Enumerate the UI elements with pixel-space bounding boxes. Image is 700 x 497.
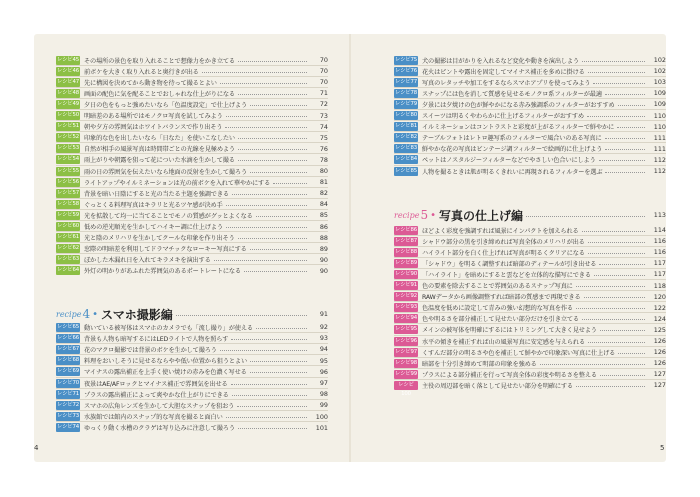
entry-page-number: 110 [653,122,666,131]
entry-title: 写真のレタッチや加工をするならスマホアプリを使ってみよう [422,79,591,87]
entry-title: ほどよく彩度を強調すれば風景にインパクトを加えられる [422,227,579,235]
dot-leader [220,83,307,84]
recipe-tag: レシピ100 [394,381,418,390]
entry-page-number: 101 [315,423,328,432]
entry-title: メインの被写体を明確にするにはトリミングして大きく見せよう [422,327,597,335]
entry-page-number: 81 [319,178,328,187]
section-heading[interactable] [394,205,666,225]
recipe-tag: レシピ82 [395,134,417,141]
dot-leader [237,406,307,407]
entry-page-number: 103 [653,78,666,87]
entry-page-number: 120 [653,292,666,301]
dot-leader [617,127,645,128]
recipe-tag: レシピ66 [57,334,79,341]
entry-title: イルミネーションはコントラストと彩度が上がるフィルターで鮮やかに [422,124,615,132]
entry-title: シャドウ部分の黒を引き締めれば写真全体のメリハリが出る [422,238,585,246]
section-page-number: 113 [653,211,666,219]
entry-page-number: 70 [319,56,328,64]
dot-leader [599,264,645,265]
toc-entry[interactable] [56,265,328,277]
entry-page-number: 114 [653,226,666,234]
entry-title: 雨の日の雰囲気を伝えたいなら地面の反射を生かして撮ろう [84,168,248,176]
recipe-tag: レシピ51 [57,123,79,130]
page-number-right: 5 [660,444,665,452]
entry-title: RAWデータから画像調整すれば暗部の質感まで再現できる [422,294,581,302]
entry-title: 外灯の明かりがあふれた雰囲気のあるポートレートになる [84,268,241,276]
recipe-tag: レシピ76 [395,67,417,74]
entry-title: 花のマクロ撮影では背景のボケを生かして撮ろう [84,346,217,354]
entry-page-number: 116 [653,248,666,257]
section-number: 5 [420,208,429,222]
entry-page-number: 74 [319,122,328,131]
dot-leader [273,183,307,184]
toc-entry[interactable] [394,379,666,397]
recipe-tag: レシピ62 [57,245,79,252]
recipe-tag: レシピ55 [57,167,79,174]
entry-page-number: 122 [653,303,666,312]
entry-title: 動いている被写体はスマホのカメラでも「流し撮り」が使える [84,324,253,332]
entry-title: 色や明るさを部分補正して見せたい部分だけを引き立てる [422,316,579,324]
entry-page-number: 75 [319,133,328,142]
recipe-tag: レシピ99 [395,370,417,377]
recipe-tag: レシピ71 [57,390,79,397]
entry-title: テーブルフォトはレトロ趣写系のフィルターで風合いのある写真に [422,135,602,143]
entry-title: スマホの広角レンズを生かして大胆なスナップを狙おう [84,402,235,410]
dot-leader [250,361,307,362]
entry-page-number: 117 [653,270,666,279]
entry-title: ハイライト部分を白く仕上げれば写真が明るくクリアになる [422,249,585,257]
entry-page-number: 78 [319,155,328,164]
dot-leader [244,271,307,272]
dot-leader [582,61,645,62]
toc-entry[interactable] [394,165,666,177]
dot-leader [588,253,645,254]
entry-title: ペットはノスタルジーフィルターなどでやさしい色合いにしよう [422,157,596,165]
dot-leader [238,94,307,95]
entry-page-number: 112 [653,155,666,164]
dot-leader [202,72,307,73]
entry-title: 水族館では館内のスナップ的な写真を撮ると面白い [84,414,223,422]
entry-title: くすんだ部分の明るさや色を補正して鮮やかで印象深い写真に仕上げる [422,349,616,357]
dot-leader [238,428,307,429]
entry-page-number: 127 [653,370,666,379]
entry-title: 色の要素を除去することで雰囲気のあるスナップ写真に [422,283,573,290]
entry-page-number: 118 [653,281,666,290]
dot-leader [588,342,645,343]
entry-title: 明暗差のある場所ではモノクロ写真を試してみよう [84,113,223,120]
recipe-tag: レシピ95 [395,326,417,333]
dot-leader [250,105,307,106]
toc-entry[interactable] [56,422,328,434]
entry-title: 画面の配色に気を配ることでおしゃれな仕上がりになる [84,90,235,98]
entry-title: 雨上がりや朝露を狙って花についた水滴を生かして撮る [84,157,235,165]
entry-title: 夕景には夕焼けの色が鮮やかになる赤み強調系のフィルターがおすすめ [422,101,615,109]
dot-leader [238,61,307,62]
dot-leader [582,231,645,232]
entry-page-number: 96 [319,367,328,376]
entry-page-number: 127 [653,381,666,390]
dot-leader [540,364,645,365]
recipe-tag: レシピ61 [57,234,79,241]
entry-page-number: 84 [319,200,328,209]
entry-title: ぼかした木漏れ日を入れてキラメキを演出する [84,257,211,265]
entry-title: ゆっくり動く水槽のクラゲは写り込みに注意して撮ろう [84,425,235,433]
dot-leader [605,138,645,139]
recipe-tag: レシピ84 [395,156,417,163]
entry-title: スイーツは明るくやわらかに仕上げるフィルターがおすすめ [422,113,584,120]
entry-page-number: 126 [653,359,666,368]
recipe-tag: レシピ64 [57,267,79,274]
entry-page-number: 76 [319,144,328,153]
entry-page-number: 93 [319,334,328,343]
section-title: スマホ撮影編 [101,307,173,322]
recipe-tag: レシピ79 [395,100,417,107]
dot-leader [220,350,307,351]
recipe-tag: レシピ65 [57,323,79,330]
dot-leader [599,160,645,161]
recipe-tag: レシピ90 [395,270,417,277]
section-recipe-label: recipe [56,309,82,319]
entry-title: 背景も人物も暗写するにはLEDライトで人物を照らす [84,335,229,343]
dot-leader [582,319,645,320]
dot-leader [588,72,645,73]
entry-title: スナップには色を消して質感を見せるモノクロ系フィルターが最適 [422,90,602,98]
entry-page-number: 126 [653,337,666,345]
recipe-tag: レシピ94 [395,315,417,322]
dot-leader [618,105,645,106]
dot-leader [605,172,645,173]
entry-title: 人物を撮るときは肌が明るくきれいに再現されるフィルターを選ぶ [422,168,603,176]
entry-title: 光と陰のメリハリを生かしてクールな印象を作り出そう [84,235,235,243]
entry-page-number: 111 [653,144,666,153]
dot-leader [231,384,307,385]
entry-page-number: 70 [319,78,328,87]
entry-page-number: 71 [319,89,328,98]
entry-title: 「ハイライト」を暗めにすると雲などを立体的な描写にできる [422,271,591,279]
entry-title: 夕日の色をもっと強めたいなら「色温度設定」で仕上げよう [84,101,248,109]
entry-page-number: 72 [319,100,328,109]
dot-leader [588,242,645,243]
entry-title: 鮮やかな花の写真はビンテージ調フィルターで絵画的に仕上げよう [422,146,603,154]
dot-leader [587,116,645,117]
entry-page-number: 95 [319,356,328,365]
recipe-tag: レシピ57 [57,189,79,196]
entry-page-number: 90 [319,255,328,264]
entry-page-number: 97 [319,379,328,387]
dot-leader [526,216,645,217]
recipe-tag: レシピ97 [395,348,417,355]
dot-leader [238,138,307,139]
entry-page-number: 86 [319,222,328,231]
entry-page-number: 126 [653,348,666,357]
recipe-tag: レシピ63 [57,256,79,263]
dot-leader [594,275,645,276]
entry-page-number: 110 [653,111,666,120]
dot-leader [214,260,307,261]
dot-leader [250,172,307,173]
entry-title: マイナスの露出補正を上手く使い焼けの赤みを色濃く写せる [84,369,247,377]
entry-page-number: 73 [319,111,328,120]
recipe-tag: レシピ59 [57,211,79,218]
dot-leader [605,94,645,95]
dot-leader [238,149,307,150]
recipe-tag: レシピ70 [57,379,79,386]
dot-leader [600,375,645,376]
entry-page-number: 88 [319,233,328,242]
recipe-tag: レシピ80 [395,112,417,118]
dot-leader [176,315,307,316]
recipe-tag: レシピ89 [395,259,417,266]
section-recipe-label: recipe [394,210,420,220]
recipe-tag: レシピ91 [395,282,417,288]
entry-page-number: 111 [653,133,666,142]
recipe-tag: レシピ74 [57,424,79,431]
dot-leader [584,297,645,298]
page-number-left: 4 [34,444,39,452]
entry-page-number: 109 [653,100,666,109]
recipe-tag: レシピ56 [57,178,79,185]
entry-page-number: 102 [653,56,666,64]
entry-title: ライトアップやイルミネーションは光の前ボケを入れて華やかにする [84,179,271,187]
entry-title: プラスによる部分補正を行って写真全体の彩度や明るさを整える [422,371,597,379]
entry-title: 「シャドウ」を明るく調整すれば暗部のディテールが引き出せる [422,260,597,268]
entry-title: 暗部を十分引き締めて明部の印象を強める [422,360,537,368]
recipe-tag: レシピ67 [57,345,79,352]
recipe-tag: レシピ48 [57,89,79,96]
entry-title: 光を拡散して均一に当てることでモノの質感がグッとよくなる [84,212,253,220]
recipe-tag: レシピ77 [395,78,417,85]
recipe-tag: レシピ81 [395,123,417,130]
dot-leader [226,417,307,418]
recipe-tag: レシピ86 [395,226,417,233]
recipe-tag: レシピ45 [57,56,79,63]
entry-page-number: 92 [319,323,328,331]
recipe-tag: レシピ75 [395,56,417,63]
entry-title: プラスの露出補正によって爽やかな仕上がりにできる [84,391,229,399]
entry-title: 窓際の明暗差を利用してドラマチックなローキー写真にする [84,246,247,254]
entry-page-number: 125 [653,325,666,334]
entry-page-number: 124 [653,314,666,323]
entry-page-number: 100 [315,412,328,421]
dot-leader [250,372,307,373]
recipe-tag: レシピ46 [57,67,79,74]
recipe-tag: レシピ73 [57,413,79,420]
recipe-tag: レシピ87 [395,237,417,244]
section-bullet-icon: • [430,209,436,221]
entry-title: 花火はピントや露出を固定してマイナス補正を多めに掛ける [422,68,585,76]
dot-leader [576,308,645,309]
recipe-tag: レシピ50 [57,112,79,118]
recipe-tag: レシピ72 [57,401,79,408]
recipe-tag: レシピ53 [57,145,79,152]
entry-page-number: 117 [653,259,666,268]
entry-page-number: 85 [319,211,328,220]
dot-leader [250,249,307,250]
recipe-tag: レシピ60 [57,223,79,229]
dot-leader [238,160,307,161]
section-number: 4 [82,307,91,321]
entry-page-number: 70 [319,67,328,76]
recipe-tag: レシピ78 [395,89,417,96]
entry-title: 背景を暗い日陰にすると光の当たる主題を強調できる [84,190,229,198]
recipe-tag: レシピ96 [395,337,417,344]
entry-title: 自然が相手の風景写真は時間帯ごとの光線を見極めよう [84,146,235,154]
recipe-tag: レシピ68 [57,357,79,364]
page-gutter [349,34,351,462]
entry-title: 料理をおいしそうに見せるならやや低い位置から狙うとよい [84,358,248,366]
recipe-tag: レシピ69 [57,368,79,375]
dot-leader [256,328,307,329]
recipe-tag: レシピ85 [395,167,417,174]
recipe-tag: レシピ98 [395,359,417,366]
entry-page-number: 89 [319,244,328,253]
recipe-tag: レシピ47 [57,78,79,85]
dot-leader [256,216,307,217]
section-page-number: 91 [319,310,328,318]
dot-leader [226,116,307,117]
entry-title: 低めの逆光順光を生かしてハイキー調に仕上げよう [84,224,223,231]
entry-title: 夜景はAE/AFロックとマイナス補正で雰囲気を出せる [84,380,228,388]
entry-page-number: 116 [653,237,666,246]
recipe-tag: レシピ92 [395,293,417,300]
dot-leader [232,395,307,396]
entry-page-number: 109 [653,89,666,98]
dot-leader [600,330,645,331]
recipe-tag: レシピ52 [57,134,79,141]
entry-title: 主役の周辺部を暗く落として見せたい部分を明確にする [422,382,573,390]
recipe-tag: レシピ58 [57,200,79,207]
entry-page-number: 82 [319,189,328,198]
entry-title: 朝や夕方の雰囲気はホワイトバランスで作り出そう [84,124,223,132]
section-bullet-icon: • [92,308,98,320]
dot-leader [576,286,645,287]
recipe-tag: レシピ93 [395,304,417,311]
dot-leader [226,227,307,228]
entry-page-number: 98 [319,390,328,399]
dot-leader [226,205,307,206]
entry-title: 水平の傾きを補正すれば山の風景写真に安定感を与えられる [422,338,586,346]
entry-title: 前ボケを大きく取り入れると奥行きが出る [84,68,199,76]
entry-page-number: 90 [319,266,328,275]
entry-page-number: 112 [653,167,666,175]
entry-title: 犬の撮影は目がかりを入れるなど変化や動きを演出しよう [422,57,579,65]
recipe-tag: レシピ54 [57,156,79,163]
entry-title: 先に構図を決めてから動き物を待って撮るとよい [84,79,217,87]
dot-leader [618,353,645,354]
dot-leader [225,127,307,128]
entry-page-number: 94 [319,345,328,354]
entry-page-number: 102 [653,67,666,76]
dot-leader [231,339,307,340]
entry-title: 色温度を低めに設定して青みの強い幻想的な写真を作る [422,305,573,313]
entry-title: 印象的な色を出したいなら「日なた」を使いこなしたい [84,135,235,143]
recipe-tag: レシピ49 [57,100,79,107]
dot-leader [238,238,307,239]
dot-leader [593,83,645,84]
entry-page-number: 80 [319,167,328,175]
entry-title: その場所の景色を取り入れることで想像力をかき立てる [84,57,235,65]
dot-leader [576,386,645,387]
recipe-tag: レシピ88 [395,248,417,255]
entry-page-number: 99 [319,401,328,410]
entry-title: ぐっとくる料理写真はキラリと光るツヤ感が決め手 [84,201,223,209]
dot-leader [232,194,307,195]
recipe-tag: レシピ83 [395,145,417,152]
section-title: 写真の仕上げ編 [439,208,524,223]
dot-leader [605,149,645,150]
